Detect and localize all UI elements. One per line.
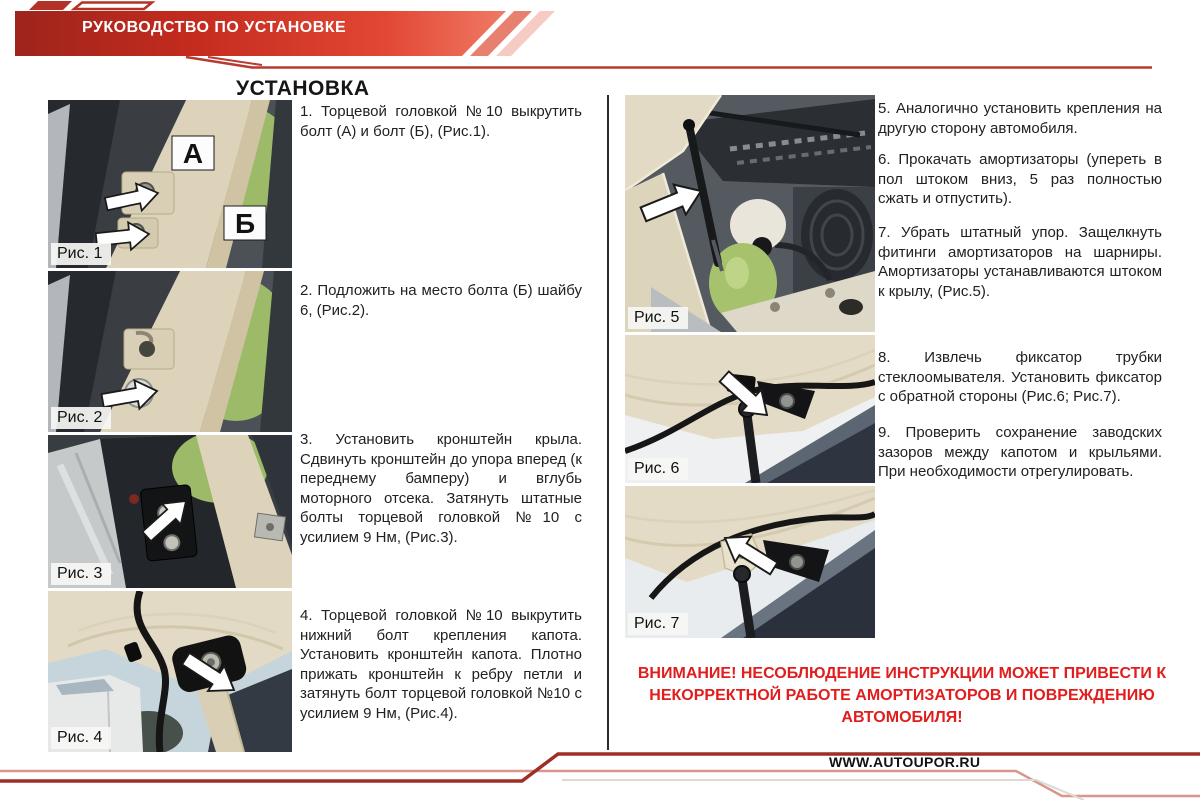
figure-7: [625, 486, 875, 638]
figure-2-label: Рис. 2: [51, 407, 111, 429]
section-title: УСТАНОВКА: [236, 77, 370, 100]
header-deco-sliver: [29, 1, 72, 10]
step-3: 3. Установить кронштейн крыла. Сдвинуть кронштейн до упора вперед (к переднему бамперу) и вглубь моторного отсека. Затянуть штатные болты торцевой головкой №10 с усилием 9 Нм, (Рис.3).: [300, 431, 582, 546]
step-5: 5. Аналогично установить крепления на другую сторону автомобиля.: [878, 100, 1162, 137]
figure-3-label: Рис. 3: [51, 563, 111, 585]
figure-6: [625, 335, 875, 483]
footer-rule-grey: [562, 780, 1084, 800]
step-4: 4. Торцевой головкой №10 выкрутить нижний болт крепления капота. Установить кронштейн капота. Плотно прижать кронштейн к ребру петли и затянуть болт торцевой головкой №10 с усилием 9 Нм, (Рис.4).: [300, 607, 582, 722]
figure-1: [48, 100, 292, 268]
figure-2: [48, 271, 292, 432]
bolt-b-badge-letter: Б: [234, 208, 256, 239]
website-url: WWW.AUTOUPOR.RU: [829, 754, 981, 770]
step-1: 1. Торцевой головкой №10 выкрутить болт (А) и болт (Б), (Рис.1).: [300, 103, 582, 140]
warning-text: ВНИМАНИЕ! НЕСОБЛЮДЕНИЕ ИНСТРУКЦИИ МОЖЕТ ПРИВЕСТИ К НЕКОРРЕКТНОЙ РАБОТЕ АМОРТИЗАТОРОВ И ПОВРЕЖДЕНИЮ АВТОМОБИЛЯ!: [637, 665, 1167, 726]
step-8: 8. Извлечь фиксатор трубки стеклоомывателя. Установить фиксатор с обратной стороны (Рис.6; Рис.7).: [878, 349, 1162, 406]
bolt-b-badge: [224, 206, 266, 240]
banner-title: РУКОВОДСТВО ПО УСТАНОВКЕ: [82, 19, 347, 36]
column-divider: [607, 95, 609, 750]
step-9: 9. Проверить сохранение заводских зазоров между капотом и крыльями. При необходимости отрегулировать.: [878, 424, 1162, 481]
figure-5-label: Рис. 5: [628, 307, 688, 329]
bolt-a-badge: [172, 136, 214, 170]
header-rule-line: [186, 57, 1152, 68]
step-7: 7. Убрать штатный упор. Защелкнуть фитинги амортизаторов на шарниры. Амортизаторы устанавливаются штоком к крылу, (Рис.5).: [878, 224, 1162, 300]
step-2: 2. Подложить на место болта (Б) шайбу 6, (Рис.2).: [300, 282, 582, 319]
figure-5: [625, 95, 875, 332]
footer-rule-light: [0, 771, 1200, 796]
figure-1-label: Рис. 1: [51, 243, 111, 265]
figure-6-label: Рис. 6: [628, 458, 688, 480]
header-decoration: [0, 0, 1200, 80]
footer-decoration: [0, 725, 1200, 800]
figure-4-label: Рис. 4: [51, 727, 111, 749]
figure-5-photo: [625, 95, 875, 332]
footer-rule-dark: [0, 754, 1200, 781]
step-6: 6. Прокачать амортизаторы (упереть в пол штоком вниз, 5 раз полностью сжать и отпустить).: [878, 151, 1162, 208]
header-deco-outline: [74, 3, 152, 10]
figure-7-label: Рис. 7: [628, 613, 688, 635]
empty-bolt-hole: [139, 341, 155, 357]
bolt-a-badge-letter: А: [182, 138, 204, 169]
figure-3: [48, 435, 292, 588]
